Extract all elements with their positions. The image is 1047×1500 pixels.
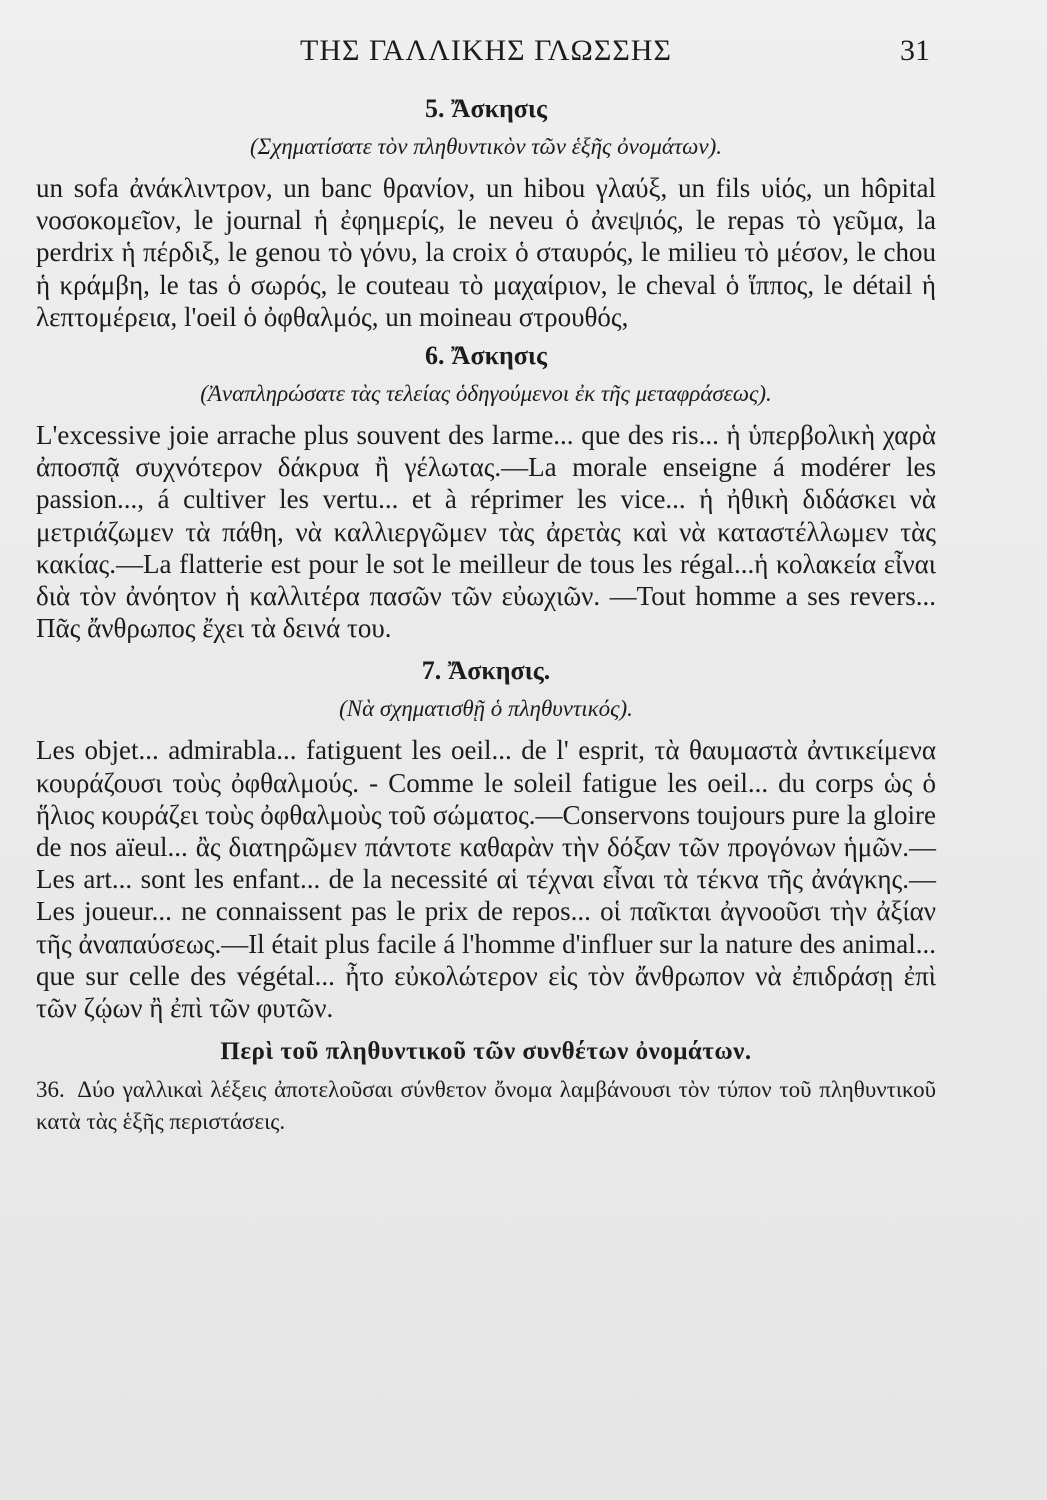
- section-title: Περὶ τοῦ πληθυντικοῦ τῶν συνθέτων ὀνομάτων.: [220, 1038, 752, 1066]
- compound-nouns-section: [36, 1034, 936, 1138]
- running-title: ΤΗΣ ΓΑΛΛΙΚΗΣ ΓΛΩΣΣΗΣ: [300, 34, 672, 67]
- exercise-6-heading: 6. Ἄσκησις: [425, 341, 547, 371]
- exercise-5-instruction: (Σχηματίσατε τὸν πληθυντικὸν τῶν ἑξῆς ὀνομάτων).: [249, 134, 723, 159]
- exercise-7: [36, 654, 936, 1024]
- exercise-6-instruction: (Ἀναπληρώσατε τὰς τελείας ὁδηγούμενοι ἐκ τῆς μεταφράσεως).: [200, 381, 772, 407]
- exercise-7-instruction: (Νὰ σχηματισθῇ ὁ πληθυντικός).: [339, 696, 633, 722]
- paragraph-text: Δύο γαλλικαὶ λέξεις ἀποτελοῦσαι σύνθετον ὄνομα λαμβάνουσι τὸν τύπον τοῦ πληθυντικοῦ κατὰ τὰς ἑξῆς περιστάσεις.: [36, 1077, 937, 1135]
- exercise-7-text: Les objet... admirabla... fatiguent les oeil... de l' esprit, τὰ θαυμαστὰ ἀντικείμενα κουράζουσι τοὺς ὀφθαλμούς. - Comme le soleil fatigue les oeil... du corps ὡς ὁ ἥλιος κουράζει τοὺς ὀφθαλμοὺς τοῦ σώματος.—Conservons toujours pure la gloire de nos aïeul... ἂς διατηρῶμεν πάντοτε καθαρὰν τὴν δόξαν τῶν προγόνων ἡμῶν.—Les art... sont les enfant... de la necessité αἱ τέχναι εἶναι τὰ τέκνα τῆς ἀνάγκης.—Les joueur... ne connaissent pas le prix de repos... οἱ παῖκται ἀγνοοῦσι τὴν ἀξίαν τῆς ἀναπαύσεως.—Il était plus facile á l'homme d'influer sur la nature des animal... que sur celle des végétal... ἦτο εὐκολώτερον εἰς τὸν ἄνθρωπον νὰ ἐπιδράσῃ ἐπὶ τῶν ζῴων ἢ ἐπὶ τῶν φυτῶν.: [36, 735, 936, 1024]
- exercise-6: [36, 339, 936, 644]
- paragraph-number: 36.: [36, 1077, 65, 1103]
- page-number: 31: [900, 34, 930, 67]
- rule-paragraph: [36, 1074, 936, 1138]
- page-body: [36, 92, 936, 1138]
- running-header: [0, 34, 1047, 74]
- exercise-5-heading: 5. Ἄσκησις: [425, 94, 547, 123]
- exercise-5: [36, 92, 936, 333]
- exercise-5-text: un sofa ἀνάκλιντρον, un banc θρανίον, un hibou γλαύξ, un fils υἱός, un hôpital νοσοκομεῖον, le journal ἡ ἐφημερίς, le neveu ὁ ἀνεψιός, le repas τὸ γεῦμα, la perdrix ἡ πέρδιξ, le genou τὸ γόνυ, la croix ὁ σταυρός, le milieu τὸ μέσον, le chou ἡ κράμβη, le tas ὁ σωρός, le couteau τὸ μαχαίριον, le cheval ὁ ἵππος, le détail ἡ λεπτομέρεια, l'oeil ὁ ὀφθαλμός, un moineau στρουθός,: [36, 173, 936, 332]
- exercise-7-heading: 7. Ἄσκησις.: [421, 656, 551, 686]
- exercise-6-text: L'excessive joie arrache plus souvent des larme... que des ris... ἡ ὑπερβολικὴ χαρὰ ἀποσπᾷ συχνότερον δάκρυα ἢ γέλωτας.—La morale enseigne á modérer les passion..., á cultiver les vertu... et à réprimer les vice... ἡ ἠθικὴ διδάσκει νὰ μετριάζωμεν τὰ πάθη, νὰ καλλιεργῶμεν τὰς ἀρετὰς καὶ νὰ καταστέλλωμεν τὰς κακίας.—La flatterie est pour le sot le meilleur de tous les régal...ἡ κολακεία εἶναι διὰ τὸν ἀνόητον ἡ καλλιτέρα πασῶν τῶν εὐωχιῶν. —Tout homme a ses revers... Πᾶς ἄνθρωπος ἔχει τὰ δεινά του.: [36, 420, 936, 644]
